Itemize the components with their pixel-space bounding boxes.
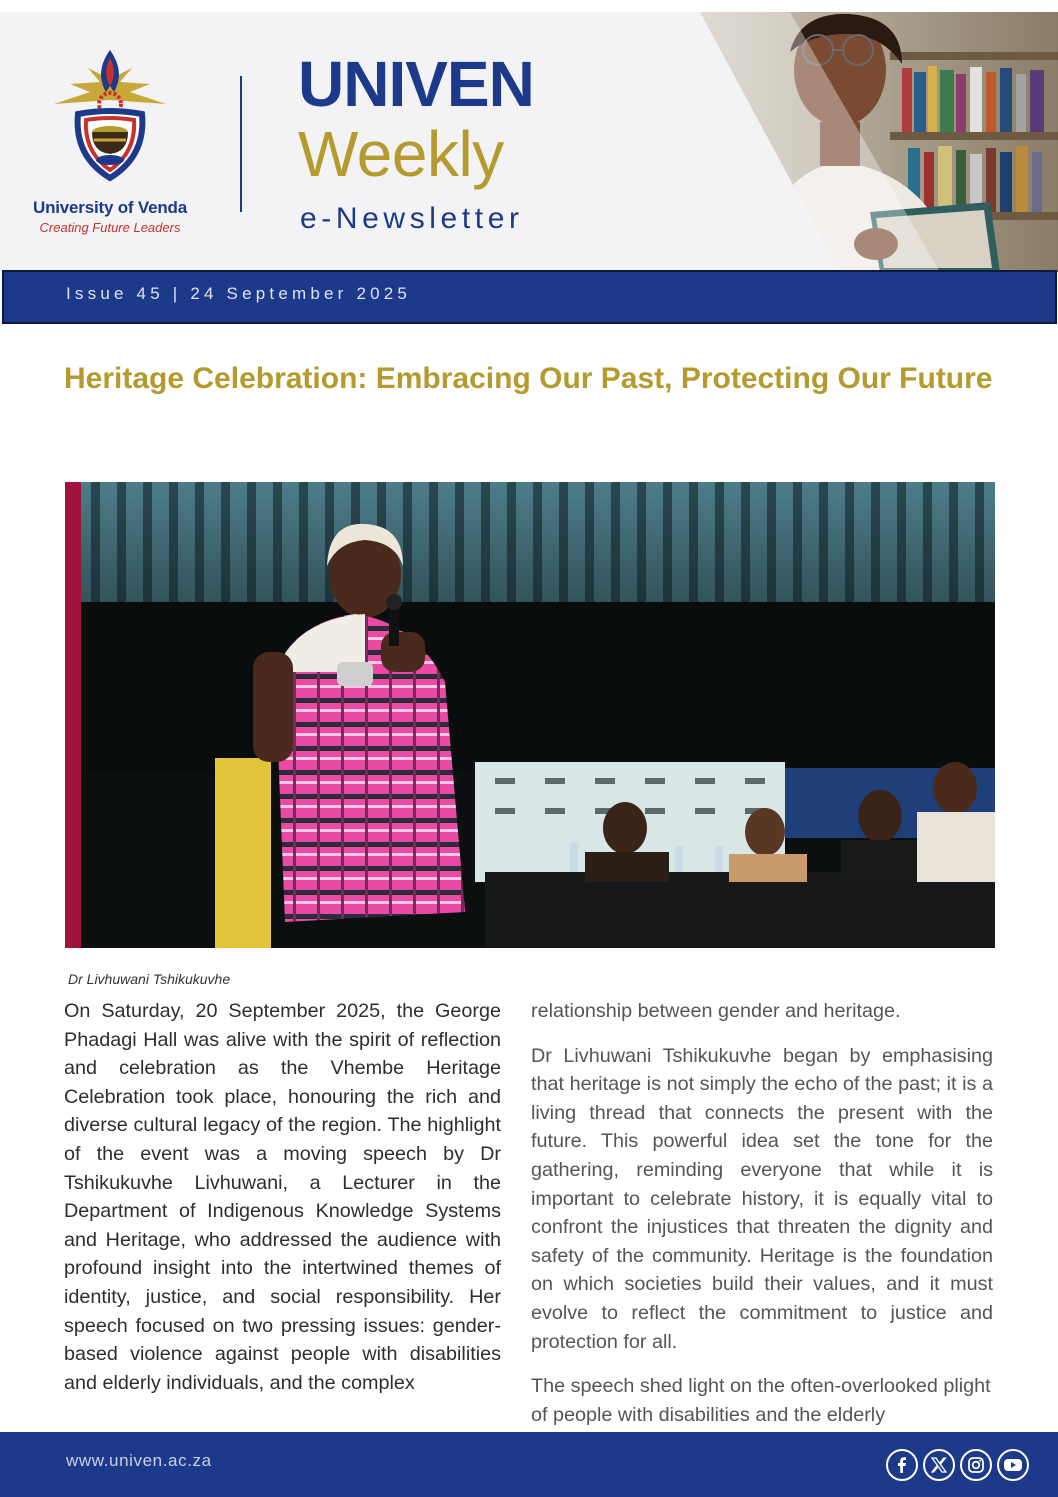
masthead-univen: UNIVEN <box>298 48 534 120</box>
youtube-icon[interactable] <box>997 1449 1029 1481</box>
newsletter-header <box>0 0 1058 272</box>
university-name: University of Venda <box>33 198 187 217</box>
article-paragraph: On Saturday, 20 September 2025, the George Phadagi Hall was alive with the spirit of reflection and celebration as the Vhembe Heritage Celebration took place, honouring the rich and diverse cultural legacy of the region. The highlight of the event was a moving speech by Dr Tshikukuvhe Livhuwani, a Lecturer in the Department of Indigenous Knowledge Systems and Heritage, who addressed the audience with profound insight into the intertwined themes of identity, justice, and social responsibility. Her speech focused on two pressing issues: gender-based violence against people with disabilities and elderly individuals, and the complex <box>64 1000 501 1394</box>
university-tagline: Creating Future Leaders <box>39 220 181 235</box>
x-icon[interactable] <box>923 1449 955 1481</box>
instagram-icon[interactable] <box>960 1449 992 1481</box>
university-logo <box>20 48 200 238</box>
article-paragraph: The speech shed light on the often-overlooked plight of people with disabilities and the elderly <box>531 1375 991 1426</box>
masthead-weekly: Weekly <box>298 118 504 190</box>
article-paragraph: relationship between gender and heritage. <box>531 1000 901 1022</box>
speaker-on-stage-photo <box>65 482 995 948</box>
issue-bar <box>2 270 1057 324</box>
article-title: Heritage Celebration: Embracing Our Past, Protecting Our Future <box>64 362 993 395</box>
univen-crest-logo <box>50 48 170 198</box>
header-top-strip <box>0 0 1058 12</box>
student-with-book-photo <box>640 12 1058 272</box>
photo-caption: Dr Livhuwani Tshikukuvhe <box>68 971 231 987</box>
masthead-enewsletter: e-Newsletter <box>300 202 524 235</box>
header-divider <box>240 76 242 212</box>
article-column-right <box>531 997 993 1445</box>
website-link[interactable]: www.univen.ac.za <box>66 1451 212 1470</box>
article-column-left <box>64 997 501 1397</box>
article-paragraph: Dr Livhuwani Tshikukuvhe began by emphasising that heritage is not simply the echo of the past; it is a living thread that connects the present with the future. This powerful idea set the tone for the gathering, reminding everyone that while it is important to celebrate history, it is equally vital to confront the injustices that threaten the dignity and safety of the community. Heritage is the foundation on which societies build their values, and it must evolve to reflect the commitment to justice and protection for all. <box>531 1044 993 1353</box>
newsletter-footer <box>0 1432 1058 1497</box>
issue-date: Issue 45 | 24 September 2025 <box>66 284 412 303</box>
facebook-icon[interactable] <box>886 1449 918 1481</box>
